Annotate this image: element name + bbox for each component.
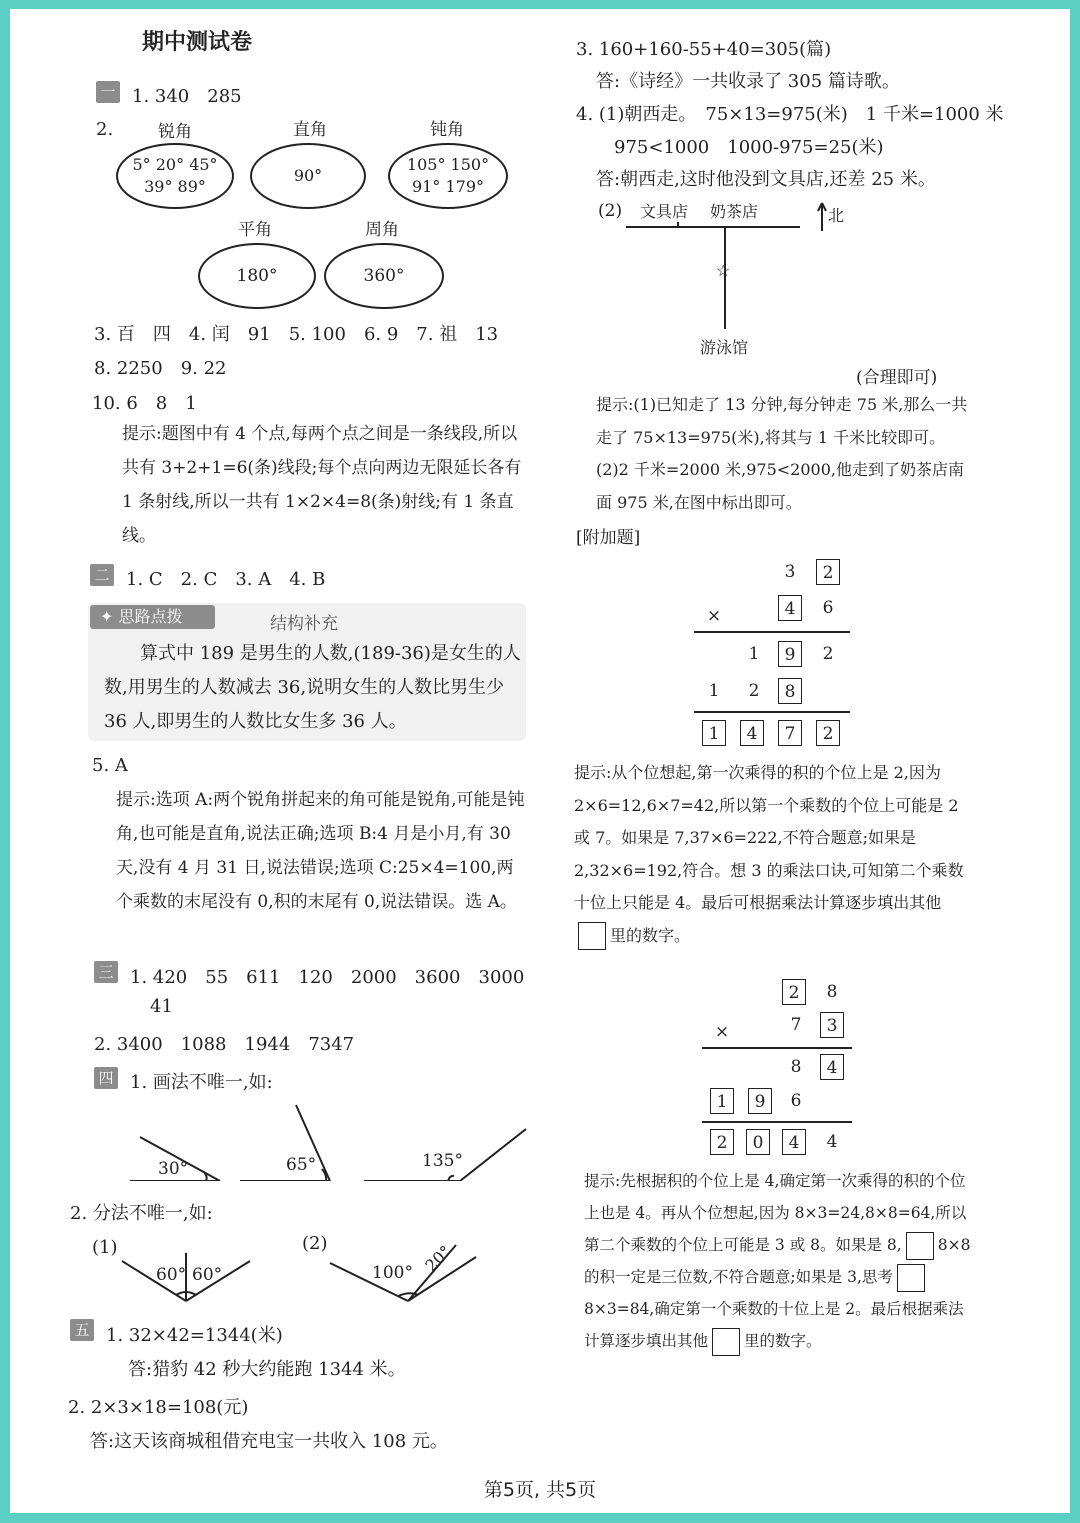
- s2-answers: 1. C 2. C 3. A 4. B: [126, 569, 326, 590]
- angle-30: 30°: [158, 1159, 189, 1179]
- think-subtitle: 结构补充: [270, 614, 338, 634]
- split-60a: 60°: [156, 1265, 187, 1285]
- page-title: 期中测试卷: [142, 30, 253, 55]
- s3-q1: 1. 420 55 611 120 2000 3600 3000: [130, 967, 525, 988]
- split-p1: (1): [92, 1237, 118, 1258]
- s4-q2: 2. 分法不唯一,如:: [70, 1203, 213, 1224]
- s5-q2: 2. 2×3×18=108(元): [68, 1397, 249, 1418]
- empty-box: [712, 1328, 740, 1356]
- s5-q4c: (2): [598, 201, 623, 221]
- split-p2: (2): [302, 1233, 328, 1254]
- split-100: 100°: [372, 1263, 413, 1283]
- s5-a3: 答:《诗经》一共收录了 305 篇诗歌。: [596, 71, 900, 92]
- s1-q2-num: 2.: [96, 119, 114, 140]
- section-1-tag: 一: [96, 81, 120, 103]
- section-3-tag: 三: [94, 961, 118, 983]
- empty-box: [906, 1232, 934, 1260]
- s2-q5: 5. A: [92, 755, 128, 776]
- map-stationery: 文具店: [640, 202, 689, 221]
- map-tea: 奶茶店: [710, 202, 759, 221]
- think-tag: ✦ 思路点拨: [90, 605, 215, 629]
- split-60b: 60°: [192, 1265, 223, 1285]
- empty-box: [897, 1264, 925, 1292]
- s5-a2: 答:这天该商城租借充电宝一共收入 108 元。: [90, 1431, 448, 1452]
- s1-line10: 10. 6 8 1: [92, 393, 197, 414]
- s3-q2: 2. 3400 1088 1944 7347: [94, 1034, 355, 1055]
- s1-line3: 3. 百 四 4. 闰 91 5. 100 6. 9 7. 祖 13: [94, 324, 499, 345]
- section-2-tag: 二: [90, 564, 114, 586]
- label-straight: 平角: [238, 220, 272, 240]
- split-20: 20°: [421, 1241, 455, 1276]
- s5-q1: 1. 32×42=1344(米): [106, 1325, 283, 1346]
- s5-q4b: 975<1000 1000-975=25(米): [614, 137, 884, 158]
- answer-page: 期中测试卷 一 1. 340 285 2. 锐角 直角 钝角 5° 20° 45° 39° 89° 90° 105° 150° 91° 179° 平角 周角 180° 360° 3. 百 四 4. 闰 91 5. 100 6. 9 7. 祖 13 8. 2250 9. 22 10. 6 8 1 提示:题图中有 4 个点,每两个点之间是一条线段,所以共有 3+2+1=6(条)线段;每个点向两边无限延长各有 1 条射线,所以一共有 1×2×4=8(条)射线;有 1 条直线。 二 1. C 2. C 3. A 4. B ✦ 思路点拨 结构补充 算式中 189 是男生的人数,(189-36)是女生的人数,用男生的人数减去 36,说明女生的人数比男生少 36 人,即男生的人数比女生多 36 人。 5. A 提示:选项 A:两个锐角拼起来的角可能是锐角,可能是钝角,也可能是直角,说法正确;选项 B:4 月是小月,有 30 天,没有 4 月 31 日,说法错误;选项 C:25×4=100,两个乘数的末尾没有 0,积的末尾有 0,说法错误。选 A。 三 1. 420 55 611 120 2000 3600 3000 41 2. 3400 1088 1944 7347 四 1. 画法不唯一,如: 30° 65° 135° 2. 分法不唯一,如: (1) (2) 60° 60° 100° 20° 五 1. 32×42=1344(米) 答:猎豹 42 秒大约能跑 1344 米。 2. 2×3×18=108(元) 答:这天该商城租借充电宝一共收入 108 元。 3. 160+160-55+40=305(篇) 答:《诗经》一共收录了 305 篇诗歌。 4. (1)朝西走。 75×13=975(米) 1 千米=1000 米 975<1000 1000-975=25(米) 答:朝西走,这时他没到文具店,还差 25 米。 (2) 文具店 奶茶店 北 ☆ 游泳馆 (合理即可) 提示:(1)已知走了 13 分钟,每分钟走 75 米,那么一共走了 75×13=975(米),将其与 1 千米比较即可。(2)2 千米=2000 米,975<2000,他走到了奶茶店南面 975 米,在图中标出即可。 [附加题] 3 2 × 4 6 1 9 2 1 2 8 1 4 7 2 提示:从个位想起,第一次乘得的积的个位上是 2,因为 2×6=12,6×7=42,所以第一个乘数的个位上可能是 2 或 7。如果是 7,37×6=222,不符合题意;如果是 2,32×6=192,符合。想 3 的乘法口诀,可知第二个乘数十位上只能是 4。最后可根据乘法计算逐步填出其他里的数字。 2 8 × 7 3 8 4 1 9 6 2 0 4 4 提示:先根据积的个位上是 4,确定第一次乘得的积的个位上也是 4。再从个位想起,因为 8×3=24,8×8=64,所以第二个乘数的个位上可能是 3 或 8。如果是 8, 8×8 的积一定是三位数,不符合题意;如果是 3,思考8×3=84,确定第一个乘数的十位上是 2。最后根据乘法计算逐步填出其他 里的数字。 第5页, 共5页: [10, 9, 1070, 1513]
- extra-tag: [附加题]: [576, 528, 641, 548]
- s5-q4a: 4. (1)朝西走。 75×13=975(米) 1 千米=1000 米: [576, 104, 1004, 125]
- label-full: 周角: [365, 220, 399, 240]
- label-obtuse: 钝角: [430, 120, 464, 140]
- section-4-tag: 四: [94, 1067, 118, 1089]
- s1-hint10: 提示:题图中有 4 个点,每两个点之间是一条线段,所以共有 3+2+1=6(条)线段;每个点向两边无限延长各有 1 条射线,所以一共有 1×2×4=8(条)射线;有 1 条直线。: [122, 424, 522, 546]
- map-pool: 游泳馆: [700, 338, 749, 357]
- angle-135: 135°: [422, 1151, 463, 1171]
- label-right: 直角: [293, 120, 327, 140]
- map-north: 北: [828, 206, 845, 225]
- oval-obtuse: 105° 150° 91° 179°: [388, 143, 508, 209]
- oval-full: 360°: [324, 243, 444, 309]
- reasonable-note: (合理即可): [856, 368, 938, 388]
- angle-65: 65°: [286, 1155, 317, 1175]
- s5-hint4: 提示:(1)已知走了 13 分钟,每分钟走 75 米,那么一共走了 75×13=975(米),将其与 1 千米比较即可。(2)2 千米=2000 米,975<2000,他走到了奶茶店南面 975 米,在图中标出即可。: [596, 395, 968, 512]
- s5-a4: 答:朝西走,这时他没到文具店,还差 25 米。: [596, 169, 936, 190]
- section-5-tag: 五: [70, 1319, 94, 1341]
- map-star-icon: ☆: [716, 261, 731, 280]
- think-text: 算式中 189 是男生的人数,(189-36)是女生的人数,用男生的人数减去 36,说明女生的人数比男生少 36 人,即男生的人数比女生多 36 人。: [104, 643, 521, 732]
- oval-acute: 5° 20° 45° 39° 89°: [116, 143, 234, 209]
- empty-box: [578, 922, 606, 950]
- s4-q1: 1. 画法不唯一,如:: [130, 1072, 273, 1093]
- s1-line8: 8. 2250 9. 22: [94, 358, 227, 379]
- s5-a1: 答:猎豹 42 秒大约能跑 1344 米。: [128, 1359, 406, 1380]
- label-acute: 锐角: [158, 122, 192, 142]
- extra-hint2: 提示:先根据积的个位上是 4,确定第一次乘得的积的个位上也是 4。再从个位想起,因为 8×3=24,8×8=64,所以第二个乘数的个位上可能是 3 或 8。如果是 8, 8×8 的积一定是三位数,不符合题意;如果是 3,思考8×3=84,确定第一个乘数的十位上是 2。最后根据乘法计算逐步填出其他 里的数字。: [584, 1165, 976, 1357]
- extra-hint1: 提示:从个位想起,第一次乘得的积的个位上是 2,因为 2×6=12,6×7=42,所以第一个乘数的个位上可能是 2 或 7。如果是 7,37×6=222,不符合题意;如果是 2,32×6=192,符合。想 3 的乘法口诀,可知第二个乘数十位上只能是 4。最后可根据乘法计算逐步填出其他里的数字。: [574, 757, 974, 952]
- oval-right: 90°: [250, 143, 366, 209]
- map-diagram: [622, 195, 845, 335]
- s5-q3: 3. 160+160-55+40=305(篇): [576, 39, 832, 60]
- oval-straight: 180°: [198, 243, 316, 309]
- s1-q1: 1. 340 285: [132, 86, 242, 107]
- s3-q1b: 41: [150, 996, 173, 1017]
- page-footer: 第5页, 共5页: [483, 1479, 597, 1501]
- lightbulb-icon: ✦: [100, 607, 114, 626]
- s2-hint5: 提示:选项 A:两个锐角拼起来的角可能是锐角,可能是钝角,也可能是直角,说法正确;选项 B:4 月是小月,有 30 天,没有 4 月 31 日,说法错误;选项 C:25×4=100,两个乘数的末尾没有 0,积的末尾有 0,说法错误。选 A。: [116, 790, 525, 912]
